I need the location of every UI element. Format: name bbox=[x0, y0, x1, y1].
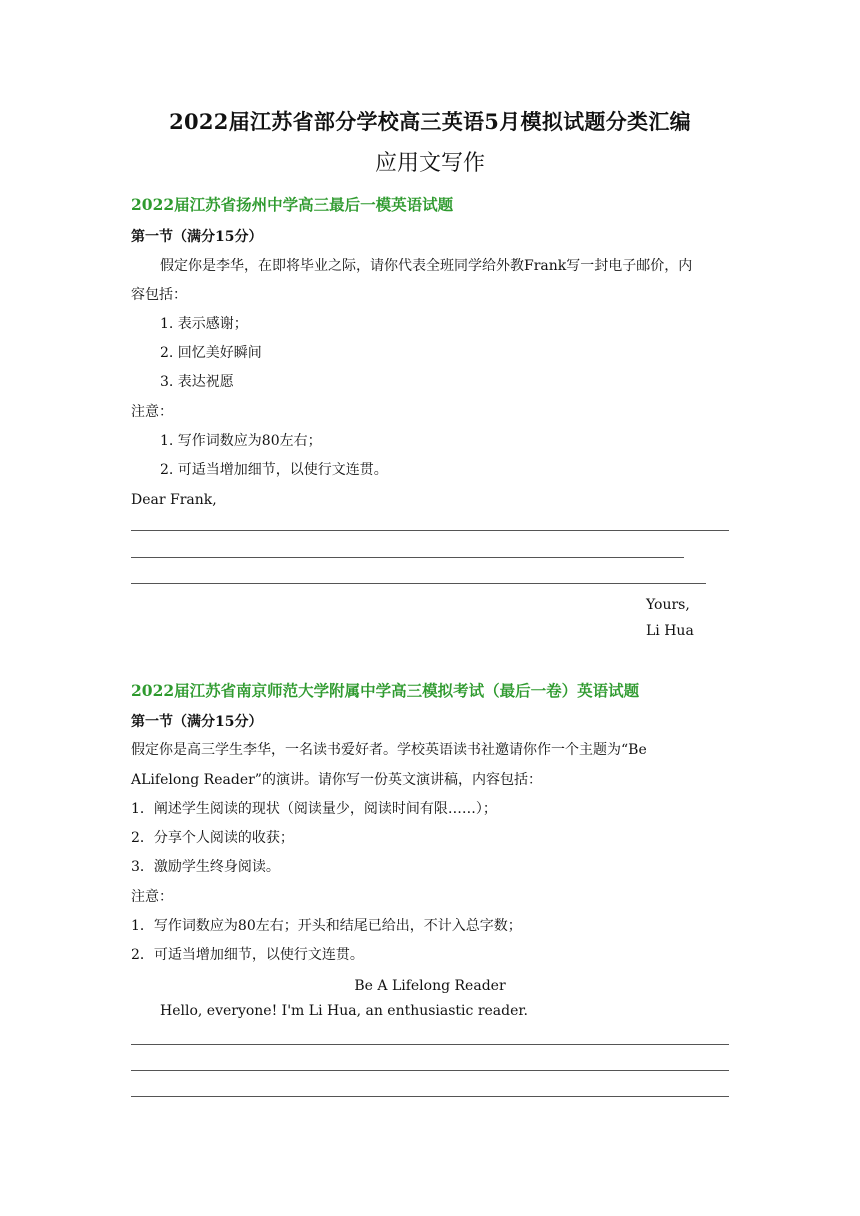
section-2-note: 1．写作词数应为80左右；开头和结尾已给出，不计入总字数； bbox=[131, 918, 522, 934]
section-1-prompt-line-2: 容包括： bbox=[131, 287, 187, 303]
section-1-salutation: Dear Frank, bbox=[131, 492, 217, 508]
answer-line bbox=[131, 1044, 729, 1045]
answer-line bbox=[131, 557, 684, 558]
section-1-prompt-line-1: 假定你是李华，在即将毕业之际，请你代表全班同学给外教Frank写一封电子邮价，内 bbox=[160, 258, 693, 274]
section-1-item: 1. 表示感谢； bbox=[160, 316, 248, 332]
document-subtitle: 应用文写作 bbox=[374, 151, 485, 176]
section-1-note-label: 注意： bbox=[131, 404, 173, 420]
essay-title: Be A Lifelong Reader bbox=[354, 978, 506, 994]
section-2-note-label: 注意： bbox=[131, 889, 173, 905]
section-1-heading: 2022届江苏省扬州中学高三最后一模英语试题 bbox=[131, 195, 454, 214]
essay-opening: Hello, everyone! I'm Li Hua, an enthusiastic reader. bbox=[160, 1003, 529, 1019]
section-1-item: 2. 回忆美好瞬间 bbox=[160, 345, 262, 361]
section-2-prompt-line-2: ALifelong Reader”的演讲。请你写一份英文演讲稿，内容包括： bbox=[131, 772, 542, 788]
section-2-prompt-line-1: 假定你是高三学生李华，一名读书爱好者。学校英语读书社邀请你作一个主题为“Be bbox=[131, 742, 647, 758]
document-title: 2022届江苏省部分学校高三英语5月模拟试题分类汇编 bbox=[169, 109, 691, 134]
section-1-item: 3. 表达祝愿 bbox=[160, 374, 234, 390]
section-1-note: 2. 可适当增加细节，以使行文连贯。 bbox=[160, 462, 388, 478]
answer-line bbox=[131, 1096, 729, 1097]
section-1-signature: Li Hua bbox=[646, 623, 694, 639]
section-1-closing: Yours, bbox=[646, 597, 690, 613]
section-2-note: 2．可适当增加细节，以使行文连贯。 bbox=[131, 947, 364, 963]
section-2-item: 2．分享个人阅读的收获； bbox=[131, 830, 294, 846]
section-1-note: 1. 写作词数应为80左右； bbox=[160, 433, 322, 449]
section-2-part-label: 第一节（满分15分） bbox=[131, 714, 263, 730]
answer-line bbox=[131, 1070, 729, 1071]
section-2-item: 1．阐述学生阅读的现状（阅读量少，阅读时间有限……）； bbox=[131, 801, 497, 817]
section-2-item: 3．激励学生终身阅读。 bbox=[131, 859, 280, 875]
answer-line bbox=[131, 530, 729, 531]
answer-line bbox=[131, 583, 706, 584]
section-2-heading: 2022届江苏省南京师范大学附属中学高三模拟考试（最后一卷）英语试题 bbox=[131, 681, 640, 700]
section-1-part-label: 第一节（满分15分） bbox=[131, 229, 263, 245]
